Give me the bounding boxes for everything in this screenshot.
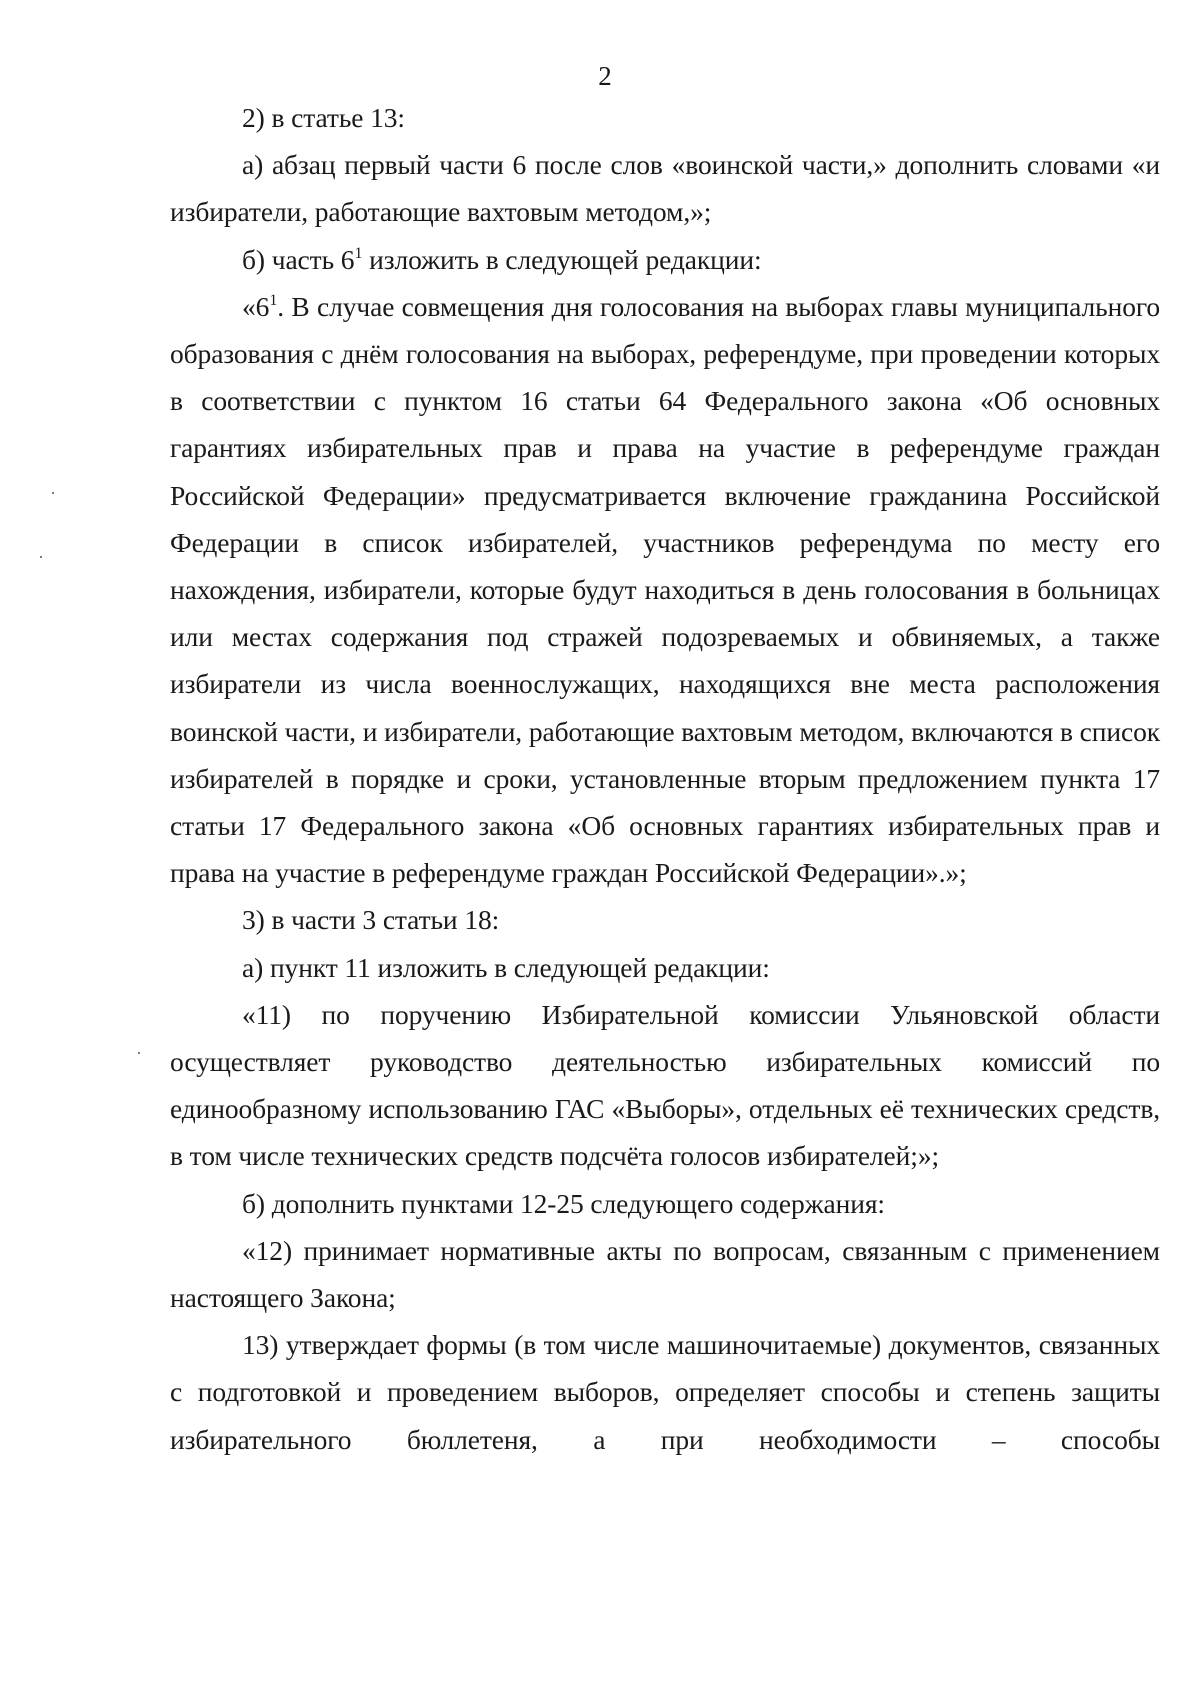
paragraph-item-12: «12) принимает нормативные акты по вопросам, связанным с применением настоящего Закона; [170,1234,1160,1314]
paragraph-article-13-heading: 2) в статье 13: [242,102,405,133]
amendment-b-text-start: б) часть 6 [242,243,355,275]
superscript-one: 1 [354,244,363,262]
part-6-1-text-body: . В случае совмещения дня голосования на выборах главы муниципального образования с днём голосования на выборах, референдуме, при проведении которых в соответствии с пунктом 16 статьи 64 Федерального закона «Об основных гарантиях избирательных прав и права на участие в референдуме граждан Российской Федерации» предусматривается включение гражданина Российской Федерации в список избирателей, участников референдума по месту его нахождения, избиратели, которые будут находиться в день голосования в больницах или местах содержания под стражей подозреваемых и обвиняемых, а также избиратели из числа военнослужащих, находящихся вне места расположения воинской части, и избиратели, работающие вахтовым методом, включаются в список избирателей в порядке и сроки, установленные вторым предложением пункта 17 статьи 17 Федерального закона «Об основных гарантиях избирательных прав и права на участие в референдуме граждан Российской Федерации».»; [170,290,1160,889]
paragraph-part-6-1-text [170,283,1160,897]
document-body [170,94,1160,1463]
page-number: 2 [598,61,612,91]
paragraph-item-11-heading: а) пункт 11 изложить в следующей редакции: [242,951,770,983]
paragraph-items-12-25-heading: б) дополнить пунктами 12-25 следующего содержания: [242,1187,885,1219]
scan-speck [40,556,42,558]
paragraph-amendment-b [170,236,1160,283]
paragraph-amendment-a: а) абзац первый части 6 после слов «воинской части,» дополнить словами «и избиратели, работающие вахтовым методом,»; [170,149,1160,228]
scan-speck [52,492,54,494]
superscript-one: 1 [269,291,278,309]
amendment-b-text-end: изложить в следующей редакции: [362,243,762,275]
part-6-1-text-start: «6 [242,290,270,322]
scan-speck [138,1052,140,1054]
paragraph-item-13: 13) утверждает формы (в том числе машиночитаемые) документов, связанных с подготовкой и проведением выборов, определяет способы и степень защиты избирательного бюллетеня, а при необходимости – способы [170,1329,1160,1455]
paragraph-article-18-heading: 3) в части 3 статьи 18: [242,904,500,936]
paragraph-item-11-text: «11) по поручению Избирательной комиссии Ульяновской области осуществляет руководство деятельностью избирательных комиссий по единообразному использованию ГАС «Выборы», отдельных её технических средств, в том числе технических средств подсчёта голосов избирателей;»; [170,998,1160,1172]
